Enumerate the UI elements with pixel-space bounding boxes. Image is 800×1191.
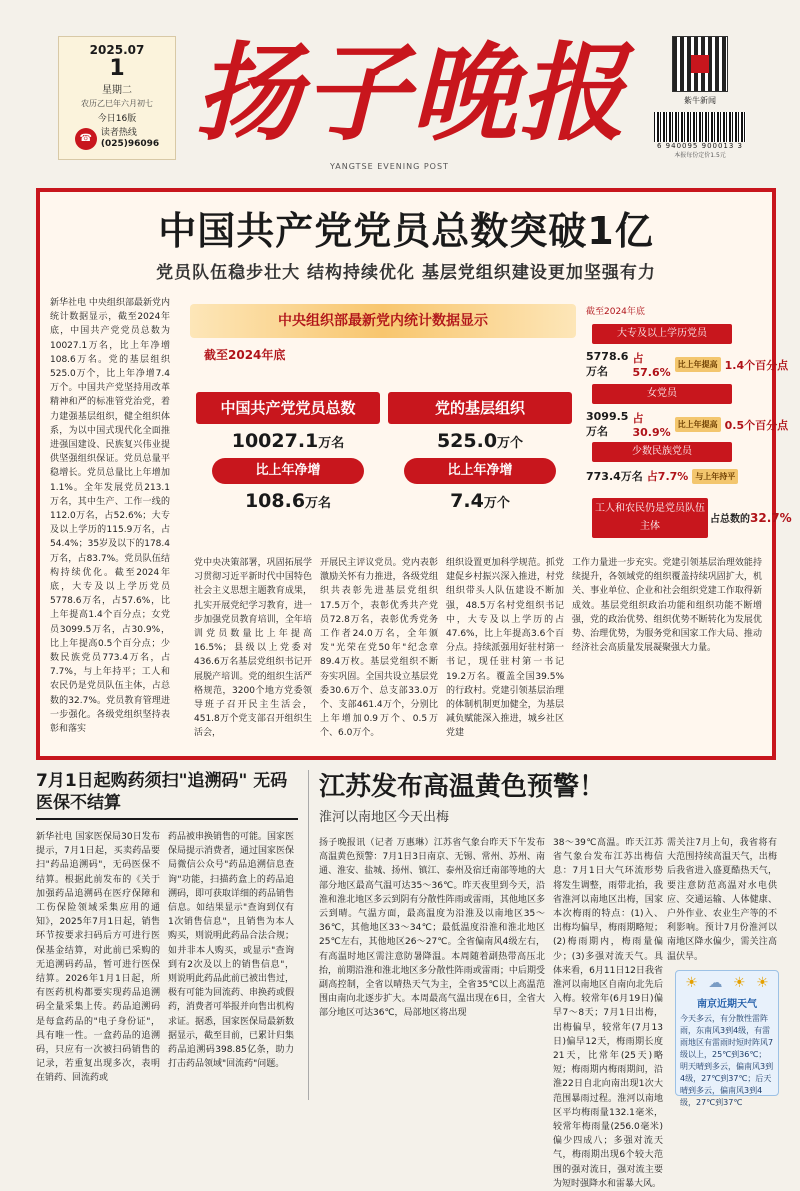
article-heat-warning bbox=[308, 770, 777, 1189]
feature-headline: 中国共产党党员总数突破1亿 bbox=[158, 209, 654, 253]
stat-increase-value: 108.6万名 bbox=[244, 490, 332, 512]
stat-increase-value: 7.4万个 bbox=[450, 490, 510, 512]
paper-name-logo: 扬子晚报 bbox=[195, 30, 627, 155]
weather-icons bbox=[680, 975, 774, 991]
stat-value: 525.0万个 bbox=[436, 430, 524, 452]
stat-label: 中国共产党党员总数 bbox=[196, 392, 380, 424]
stat-row-value: 773.4万名 bbox=[586, 470, 643, 483]
sun-icon: ☀ bbox=[685, 975, 698, 991]
masthead bbox=[0, 0, 800, 188]
stat-row-label: 女党员 bbox=[592, 384, 732, 404]
qr-code-icon[interactable] bbox=[672, 36, 728, 92]
date-lunar: 农历乙巳年六月初七 bbox=[81, 99, 153, 108]
stat-row-tag: 比上年提高 bbox=[675, 357, 721, 372]
hotline-logo-icon: ☎ bbox=[75, 128, 97, 150]
page-count: 今日16版 bbox=[97, 114, 137, 124]
feature-column-2: 党中央决策部署，巩固拓展学习贯彻习近平新时代中国特色社会主义思想主题教育成果，扎实开展党纪学习教育，进一步加强党员教育培训，全年培训党员数量比上年提高16.5%；县级以上党委对436.6万名基层党组织书记开展脱产培训。党的组织生活严格规范，3200个地方党委领导班子召开民主生活会，451.8万个党支部召开组织生活会， bbox=[194, 558, 312, 739]
barcode-number: 6 940095 900013 3 bbox=[656, 142, 744, 150]
weather-forecast: 今天多云，有分散性雷阵雨，东南风3到4级，有雷雨地区有雷雨时短时阵风7级以上，25℃到36℃；明天晴到多云，偏南风3到4级，27℃到37℃；后天晴到多云，偏南风3到4级，27℃到37℃ bbox=[680, 1014, 774, 1107]
stat-women bbox=[586, 384, 789, 439]
feature-column-4: 组织设置更加科学规范。抓党建促乡村振兴深入推进，村党组织带头人队伍建设不断加强，48.5万名村党组织书记中，大专及以上学历的占47.6%，比上年提高3.6个百分点。持续派强用好驻村第一书记，现任驻村第一书记19.2万名。覆盖全国39.5%的行政村。党建引领基层治理的体制机制更加健全，为基层减负赋能深入推进，城乡社区党建 bbox=[446, 558, 564, 739]
date-day: 1 bbox=[109, 56, 125, 81]
sun-icon: ☀ bbox=[756, 975, 769, 991]
stat-row-label: 少数民族党员 bbox=[592, 442, 732, 462]
stat-card-orgs bbox=[388, 392, 572, 512]
stat-workers-value: 占总数的32.7% bbox=[710, 511, 792, 525]
article-column-2: 药品被串换销售的可能。国家医保局提示消费者，通过国家医保局微信公众号"药品追溯信息查询"功能，扫描药盒上的药品追溯码，即可获取详细的药品销售信息。如结果显示"查询到仅有1次销售信息"，且销售为本人购买，则说明此药品合法合规；如并非本人购买，或显示"查询到有2次及以上的销售信息"，则说明此药品此前已被出售过，极有可能为回流药、串换药或假药，消费者可举报并向售出机构求证。据悉，国家医保局最新数据显示，截至目前，已累计归集药品追溯码398.85亿条，助力打击药品领域"回流药"问题。 bbox=[168, 832, 295, 1070]
qr-label: 紫牛新闻 bbox=[684, 96, 716, 105]
feature-column-3: 开展民主评议党员。党内表彰激励关怀有力推进，各级党组织共表彰先进基层党组织17.5万个，表彰优秀共产党员72.8万名，表彰优秀党务工作者24.0万名，全年颁发"光荣在党50年"纪念章89.4万枚。基层党组织不断夯实巩固。全国共设立基层党委30.6万个、总支部33.0万个、支部461.4万个，分别比上年增加0.9万个、0.5万个、6.0万个。 bbox=[320, 558, 438, 739]
hotline-number: (025)96096 bbox=[100, 139, 160, 149]
article-column-2: 38～39℃高温。昨天江苏省气象台发布江苏出梅信息：7月1日大气环流形势将发生调整，雨带北抬，我省淮河以南地区出梅，国家本次梅雨的特点：(1)入、出梅均偏早，梅雨期略短；(2)梅雨期内，梅雨量偏少；(3)多强对流天气。具体来看，6月11日12日我省淮河以南地区自南向北先后入梅。较常年(6月19日)偏早7～8天；7月1日出梅，出梅偏早，较常年(7月13日)偏早12天，梅雨期长度21天，比常年(25天)略短；梅雨期内梅雨期间，沿淮22日自北向南出现1次大范围暴雨过程。淮河以南地区平均梅雨量132.1毫米，较常年梅雨量(256.0毫米)偏少四成八；多强对流天气，梅雨期出现6个较大范围的强对流日，强对流主要为短时强降水和雷暴大风。 bbox=[553, 838, 663, 1189]
reader-hotline bbox=[63, 128, 171, 150]
date-year-month: 2025.07 bbox=[89, 43, 145, 57]
article-headline: 7月1日起购药须扫"追溯码" 无码医保不结算 bbox=[36, 770, 298, 820]
stats-banner: 中央组织部最新党内统计数据显示 bbox=[190, 304, 576, 338]
stat-value: 10027.1万名 bbox=[231, 430, 345, 452]
weather-box bbox=[675, 970, 779, 1107]
date-box bbox=[58, 36, 176, 160]
stat-increase-label: 比上年净增 bbox=[404, 458, 556, 484]
paper-english-name: YANGTSE EVENING POST bbox=[330, 162, 449, 171]
stat-row-label: 大专及以上学历党员 bbox=[592, 324, 732, 344]
stat-row-delta: 1.4个百分点 bbox=[724, 358, 789, 372]
stat-row-tag: 与上年持平 bbox=[692, 469, 738, 484]
cloud-icon: ☁ bbox=[708, 975, 723, 991]
article-headline: 江苏发布高温黄色预警！ bbox=[319, 772, 606, 802]
stat-row-pct: 占30.9% bbox=[632, 412, 671, 439]
sun-icon: ☀ bbox=[733, 975, 746, 991]
right-stats-as-of: 截至2024年底 bbox=[586, 307, 645, 317]
feature-column-1: 新华社电 中央组织部最新党内统计数据显示，截至2024年底，中国共产党党员总数为10027.1万名，比上年净增108.6万名。党的基层组织525.0万个，比上年净增7.4万个。中国共产党坚持用改革精神和严的标准管党治党，着力建强基层组织，健全组织体系，为以中国式现代化全面推进强国建设、民族复兴伟业提供坚强组织保证。党员总量平稳增长。党员总量比上年增加1.1%。全年发展党员213.1万名，其中生产、工作一线的112.0万名，占52.6%；大专及以上学历的115.9万名，占54.4%；35岁及以下的178.4万名，占83.7%。党员队伍结构持续优化。截至2024年底，大专及以上学历党员5778.6万名，占57.6%，比上年提高1.4个百分点；女党员3099.5万名，占30.9%，比上年提高0.5个百分点；少数民族党员773.4万名，占7.7%，与上年持平；工人和农民仍是党员队伍主体，占总数的32.7%。党员教育管理进一步强化。各级党组织坚持表彰和落实 bbox=[50, 298, 170, 735]
stat-row-value: 3099.5万名 bbox=[586, 410, 629, 438]
stat-increase-label: 比上年净增 bbox=[212, 458, 364, 484]
feature-column-5: 工作力量进一步充实。党建引领基层治理效能持续提升，各领域党的组织覆盖持续巩固扩大，机关、事业单位、企业和社会组织党建工作取得新成效。基层党组织政治功能和组织功能不断增强，党的政治优势、组织优势不断转化为发展优势、治理优势，为服务党和国家工作大局、推动经济社会高质量发展凝聚强大力量。 bbox=[572, 558, 762, 654]
weather-title: 南京近期天气 bbox=[697, 999, 757, 1010]
barcode-icon bbox=[654, 112, 746, 142]
hotline-label: 读者热线 bbox=[100, 128, 137, 138]
stat-workers-label: 工人和农民仍是党员队伍主体 bbox=[592, 498, 708, 538]
article-column-1: 扬子晚报讯（记者 万惠琳）江苏省气象台昨天下午发布高温黄色预警：7月1日3日南京、无锡、常州、苏州、南通、淮安、盐城、扬州、镇江、泰州及宿迁南部等地的大部分地区最高气温可达35～36℃。昨天夜里到今天，沿淮和淮北地区多云到阴有分散性阵雨或雷雨，其他地区多云到晴。气温方面，最高温度为沿淮及以南地区35～36℃，其他地区33～34℃；最低温度沿淮和淮北地区25℃左右，其他地区26～27℃。全省偏南风4级左右，有高温时地区需注意防暑降温。本周随着副热带高压北抬，前期沿淮和淮北地区多分散性阵雨或雷雨；中后期受副高控制，全省以晴热天气为主，全省35℃以上高温范围由南向北逐步扩大。本周最高气温出现在6日，全省大部分地区可达36℃，局部地区将出现 bbox=[319, 838, 545, 1019]
stat-card-members bbox=[196, 392, 380, 512]
article-column-1: 新华社电 国家医保局30日发布提示，7月1日起，买卖药品要扫"药品追溯码"，无码医保不结算。根据此前发布的《关于加强药品追溯码在医疗保障和工伤保险领域采集应用的通知》，2025年7月1日起，销售环节按要求扫码后方可进行医保基金结算，对此前已采购的无追溯码药品，暂可进行医保结算。2026年1月1日起，所有医药机构都要实现药品追溯码全量采集上传。药品追溯码是每盒药品的"电子身份证"，具有唯一性。一盒药品的追溯码，只应有一次被扫码销售的记录，若重复出现多次，表明在销药、回流药或 bbox=[36, 832, 160, 1084]
article-drug-traceability bbox=[36, 770, 298, 1100]
date-weekday: 星期二 bbox=[102, 85, 132, 96]
qr-barcode-area bbox=[652, 36, 748, 176]
stat-row-pct: 占57.6% bbox=[632, 352, 671, 379]
stat-row-value: 5778.6万名 bbox=[586, 350, 629, 378]
stat-row-pct: 占7.7% bbox=[646, 470, 689, 483]
price-note: 本报每份定价1.5元 bbox=[674, 152, 726, 159]
feature-subheadline: 党员队伍稳步壮大 结构持续优化 基层党组织建设更加坚强有力 bbox=[156, 263, 656, 283]
article-subheadline: 淮河以南地区今天出梅 bbox=[319, 810, 450, 825]
stat-ethnic-minority bbox=[586, 442, 770, 484]
stats-as-of: 截至2024年底 bbox=[204, 348, 286, 362]
stat-row-tag: 比上年提高 bbox=[675, 417, 721, 432]
stat-row-delta: 0.5个百分点 bbox=[724, 418, 789, 432]
feature-article bbox=[36, 188, 792, 760]
stat-label: 党的基层组织 bbox=[388, 392, 572, 424]
article-column-3: 需关注7月上旬，我省将有大范围持续高温天气，出梅后我省进入盛夏酷热天气，要注意防范高温对水电供应、交通运输、人体健康、户外作业、农业生产等的不利影响。预计7月份淮河以南地区降水偏少，需关注高温伏旱。 bbox=[667, 838, 777, 962]
stat-college-educated bbox=[586, 324, 789, 379]
